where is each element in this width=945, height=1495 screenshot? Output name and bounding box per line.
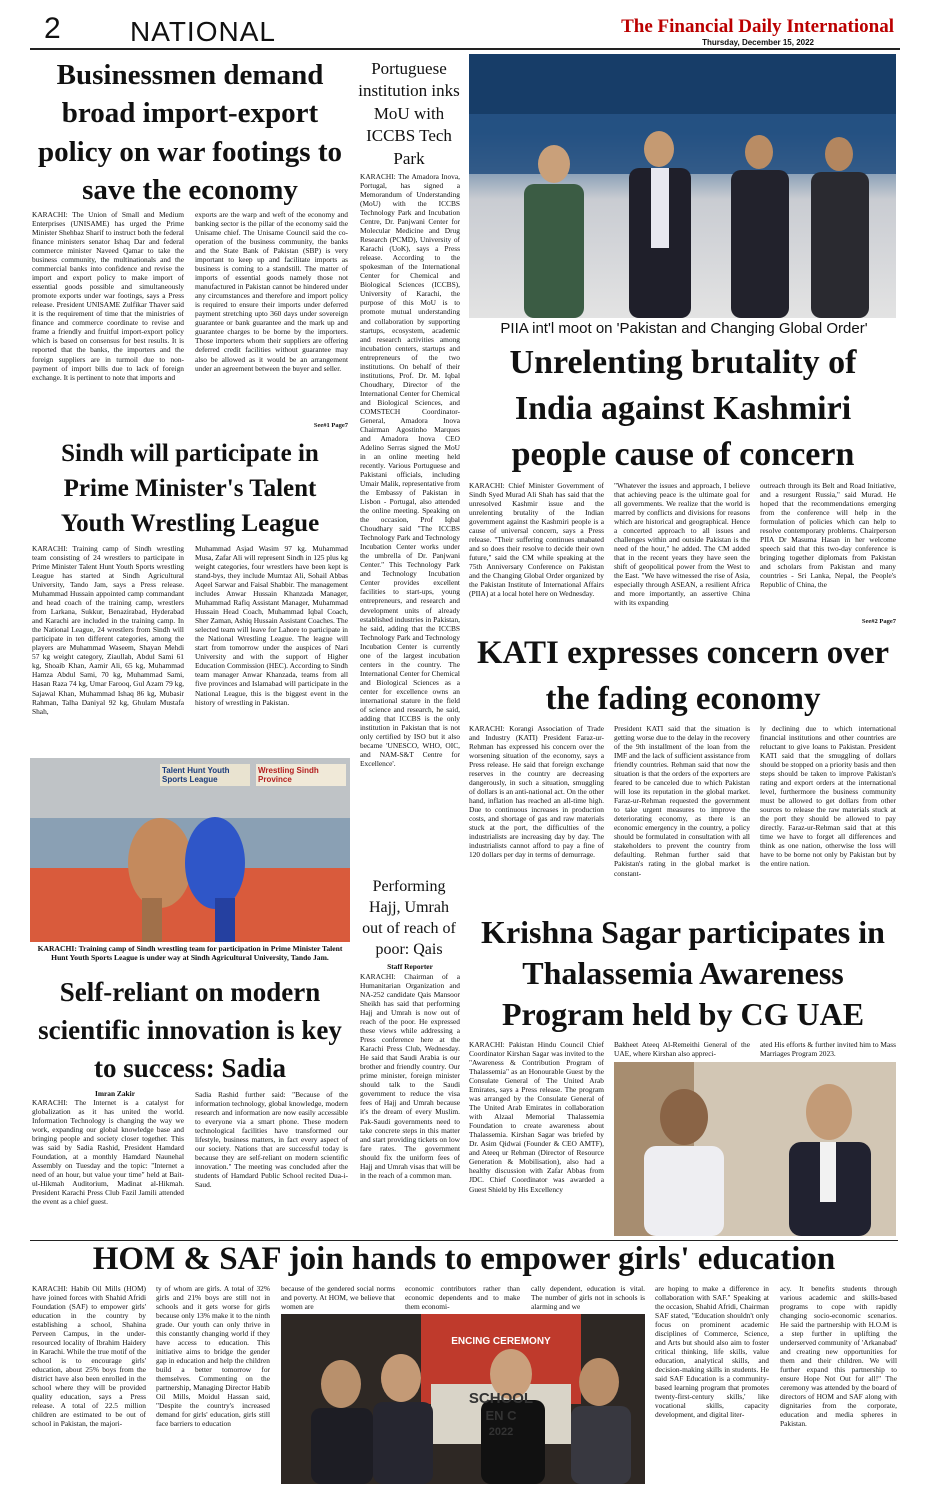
story6-headline: Performing Hajj, Umrah out of reach of poor: Qais bbox=[362, 878, 456, 959]
story3-photo-caption: PIIA int'l moot on 'Pakistan and Changing Global Order' bbox=[500, 320, 868, 337]
thalassemia-scene bbox=[614, 1062, 896, 1236]
story1-headline: Businessmen demand broad import-export policy on war footings to save the economy bbox=[38, 59, 342, 206]
story3-continued: See#2 Page7 bbox=[861, 618, 896, 625]
story9-col5: cally dependent, education is vital. The number of girls not in schools is alarming and we bbox=[531, 1284, 645, 1312]
story4-col1: KARACHI: Training camp of Sindh wrestling team consisting of 24 wrestlers to participate in Prime Minister Talent Hunt Youth Sports wrestling League has started at Sindh Agricultural University, Tando Jam, says a Press release. Muhammad Hussain appointed camp commandant and head coach of the training camp, wrestlers from Larkana, Sukkur, Benazirabad, Hyderabad and Karachi are included in the training camp. In the National League, 24 wrestlers from Sindh will participate in ten different categories, among the players are Muhammad Waseem, Shayan Mehdi 57 kg weight category, Ziaullah, Abdul Sami 61 kg, Shoaib Khan, Aamir Ali, 65 kg, Muhammad Hamza Abdul Sami, 70 kg, Muhammad Sami, Hasan Raza 74 kg, Umar Farooq, Gul Azam 79 kg, Sajawal Khan, Muhammad Ishaq 86 kg, Mubasir Rahman, Talha Daniyal 92 kg, Ghulam Mustafa Shah, bbox=[32, 544, 184, 716]
story5-headline: KATI expresses concern over the fading economy bbox=[476, 635, 890, 718]
story3-col3: outreach through its Belt and Road Initiative, and a resurgent Russia," said Murad. He hoped that the recommendations emerging from the conference will help in the formulation of policies which can help to resolve contemporary problems. Chairperson PIIA Dr Masuma Hasan in her welcome speech said that this two-day conference is bringing together diplomats from Pakistan and scholars from Pakistan and many countries - Sri Lanka, Nepal, the People's Republic of China, the bbox=[760, 481, 896, 590]
story9-col7: acy. It benefits students through various academic and skills-based programs to cope with rapidly changing socio-economic scenarios. He said the partnership with H.O.M is a step further in uplifting the underserved community of 'Arkanabad' and creating new opportunities for them and their children. We will further expand this partnership to ensure Hope Not Out for all!" The ceremony was attended by the board of directors of HOM and SAF along with dignitaries from the corporate, education and media spheres in Pakistan. bbox=[780, 1284, 897, 1429]
story9-col4: economic contributors rather than economic dependents and to make them economi- bbox=[405, 1284, 520, 1312]
thalassemia-photo bbox=[614, 1062, 896, 1236]
piia-photo-figures bbox=[469, 54, 896, 318]
story9-col2: ty of whom are girls. A total of 32% girls and 21% boys are still not in schools and it gets worse for girls because only 13% make it to the ninth grade. Our youth can only thrive in this constantly changing world if they have access to education. This initiative aims to bridge the gender gap in education and help the children build a better tomorrow for themselves. Commenting on the partnership, Managing Director Habib Oil Mills, Moidul Hassan said, "Despite the country's increased demand for girls' education, girls still face barriers to education bbox=[156, 1284, 270, 1429]
ceremony-sign-line2: EN C bbox=[485, 1408, 517, 1423]
wrestling-photo-caption: KARACHI: Training camp of Sindh wrestling team for participation in Prime Minister Talent Hunt Youth Sports League is under way at Sindh Agricultural University, Tando Jam. bbox=[37, 944, 343, 963]
story9-col1: KARACHI: Habib Oil Mills (HOM) have joined forces with Shahid Afridi Foundation (SAF) to empower girls' education in the country by establishing a school, Shahina Perveen Campus, in the under-resourced locality of Ibrahim Haidery in Karachi. While the true motif of the school is to encourage girls' education, about 25% boys from the district have also been enrolled in the school where they will be provided quality education, says a Press release. A total of 22.5 million children are estimated to be out of school in Pakistan, the majori- bbox=[32, 1284, 146, 1429]
story7-col1: KARACHI: The Internet is a catalyst for globalization as it has united the world. Information Technology is changing the way we work, expanding our global knowledge base and bringing people and society closer together. This was said by Sadia Rashid, President Hamdard Foundation, at a monthly Hamdard Naunehal Assembly on Tuesday and the topic: "Internet a need of an hour, but value your time" held at Bait-ul-Hikmah Auditorium, Madinat al-Hikmah. President Karachi Press Club Fazil Jamili attended the event as a chief guest. bbox=[32, 1098, 184, 1207]
story5-col1: KARACHI: Korangi Association of Trade and Industry (KATI) President Faraz-ur-Rehman has expressed his concern over the worsening situation of the economy, says a Press release. He said that foreign exchange reserves in the country are decreasing dangerously, in such a situation, smuggling of dollars is an anti-national act. On the other hand, inflation has reached an all-time high. Due to continuous increases in production costs, and shortage of gas and raw materials stuck at the port, the difficulties of the industrialists are increasing day by day. The industrialists cannot afford to pay a fine of 120 dollars per day in terms of demurrage. bbox=[469, 724, 604, 860]
story3-col1: KARACHI: Chief Minister Government of Sindh Syed Murad Ali Shah has said that the unresolved Kashmir issue and the unrelenting brutality of the Indian government against the Kashmiri people is a cause of universal concern, says a Press release. "Their suffering continues unabated and so does their resolve to decide their own future," said the CM while speaking at the 75th Anniversary Conference on Pakistan and the Changing Global Order organized by the Pakistan Institute of International Affairs (PIIA) at a local hotel here on Wednesday. bbox=[469, 481, 604, 599]
story2-headline: Portuguese institution inks MoU with ICCBS Tech Park bbox=[358, 59, 460, 168]
banner-wrestling-sindh: Wrestling Sindh Province bbox=[256, 764, 346, 786]
header-rule bbox=[30, 48, 900, 50]
story8-col2: Bakheet Ateeq Al-Remeithi General of the UAE, where Kirshan also appreci- bbox=[614, 1040, 750, 1059]
story5-col3: ly declining due to which international financial institutions and other countries are reluctant to give loans to Pakistan. President KATI said that the smuggling of dollars should be stopped on a priority basis and then steps should be taken to improve Pakistan's rating and export orders at the international level, furthermore the business community must be allowed to get dollars from other sources to release the raw materials stuck at the port they should be allowed to pay directly. Faraz-ur-Rehman said that at this time we have to forget all differences and think as one nation, otherwise the loss will have to be borne not only by Pakistan but by the entire nation. bbox=[760, 724, 896, 869]
story9-col6: are hoping to make a difference in collaboration with SAF." Speaking at the occasion, Shahid Afridi, Chairman SAF stated, "Education shouldn't only focus on prominent academic disciplines of Commerce, Science, and Arts but should also aim to foster critical thinking, life skills, value education, analytical skills, and decision-making skills in students. He said SAF Education is a community-based learning program that promotes twenty-first-century skills,' like vocational skills, capacity development, and digital liter- bbox=[655, 1284, 769, 1420]
story8-col3: ated His efforts & further invited him to Mass Marriages Program 2023. bbox=[760, 1040, 896, 1059]
story2-body: KARACHI: The Amadora Inova, Portugal, has signed a Memorandum of Understanding (MoU) with the ICCBS Technology Park and Incubation Centre, Dr. Panjwani Center for Molecular Medicine and Drug Research (PCMD), University of Karachi (UoK), says a Press release. According to the spokesman of the International Center for Chemical and Biological Sciences (ICCBS), University of Karachi, the purpose of this MoU is to promote mutual understanding and collaboration by supporting startups, ecosystem, academic and research activities among incubation centers, startups and entrepreneurs of the two institutions. On behalf of their institutions, Prof. Dr. M. Iqbal Choudhary, Director of the International Center for Chemical and Biological Sciences, and COMSTECH Coordinator-General, Amadora Inova Chairman Agostinho Marques and Amadora Inova CEO Adelino Serras signed the MoU in an online meeting held recently. Various Portuguese and Pakistani officials, including Umair Malik, representative from the Embassy of Pakistan in Lisbon - Portugal, also attended the online meeting. Speaking on the occasion, Prof Iqbal Choudhary said "The ICCBS Technology Park and Technology Incubation Center works under the umbrella of Dr. Panjwani Center." This Technology Park and Technology Incubation Center provides excellent facilities to start-ups, young entrepreneurs, and research and development units of already established industries in Pakistan, he said, adding that the ICCBS Technology Park and Technology Incubation Center is currently one of the largest incubation centers in the country. The International Center for Chemical and Biological Sciences as a center for excellence owns an international stature in the field of science and research, he said, adding that ICCBS is the only institution in Pakistan that is not only certified by ISO but it also became 'UNESCO, WHO, OIC, and NAM-S&T Centre for Excellence'. bbox=[360, 172, 460, 769]
story5-col2: President KATI said that the situation is getting worse due to the delay in the recovery of the 9th installment of the loan from the IMF and the lack of sufficient assistance from friendly countries. Rehman said that now the situation is that the orders of the exporters are feared to be canceled due to which Pakistan will lose its reputation in the global market. Faraz-ur-Rehman requested the government to take urgent measures to improve the deteriorating economy, as there is an economic emergency in the country, a policy should be formulated in consultation with all stakeholders to prevent the country from defaulting. Rehman further said that Pakistan's rating in the global market is constant- bbox=[614, 724, 750, 878]
story8-headline: Krishna Sagar participates in Thalassemia Awareness Program held by CG UAE bbox=[481, 914, 885, 1032]
story6-body: KARACHI: Chairman of a Humanitarian Organization and NA-252 candidate Qais Mansoor Sheikh has said that performing Hajj and Umrah is now out of reach of the poor. He expressed these views while addressing a Press conference here at the Karachi Press Club, Wednesday. He said that Saudi Arabia is our brother and friendly country. Our prime minister, foreign minister should talk to the Saudi government to reduce the visa fees of Hajj and Umrah because it's the dream of every Muslim. Pak-Saudi governments need to take concrete steps in this matter and start providing tickets on low fare rates. The government should fix the uniform fees of Hajj and Umrah visas that will be in the reach of a common man. bbox=[360, 972, 460, 1180]
hom-saf-ceremony-photo bbox=[281, 1314, 645, 1484]
story3-col2: "Whatever the issues and approach, I believe that achieving peace is the ultimate goal for all governments. We realize that the world is marred by conflicts and divisions for reasons which are historical and geographical. Hence a concerted approach to all issues and challenges within and outside Pakistan is the need of the hour," he added. The CM added that in the recent years they have seen the shift of geopolitical power from the West to the East. "We have witnessed the rise of Asia, especially through ASEAN, a resilient Africa and more importantly, an assertive China with its expanding bbox=[614, 481, 750, 608]
wrestling-photo bbox=[30, 758, 350, 942]
story6-byline: Staff Reporter bbox=[387, 962, 433, 971]
ceremony-banner-text: ENCING CEREMONY bbox=[451, 1336, 551, 1347]
story8-col1: KARACHI: Pakistan Hindu Council Chief Coordinator Kirshan Sagar was invited to the "Awareness & Contribution Program of Thalassemia" as an Honourable Guest by the Consulate General of The United Arab Emirates, says a Press release. The program was arranged by the Consulate General of The United Arab Emirates in collaboration with Alzaal Memorial Thalassemia Foundation to create awareness about Thalassemia. Kirshan Sagar was briefed by Dr. Asim Qidwai (Founder & CEO AMTF), and Ateeq ur Rehman (Director of Resource Generation & Mobilisation), also had a healthy discussion with Zafar Abbas from JDC. Chief Coordinator was awarded a Guest Shield by His Excellency bbox=[469, 1040, 604, 1194]
story7-byline: Imran Zakir bbox=[94, 1089, 136, 1098]
issue-date: Thursday, December 15, 2022 bbox=[702, 38, 814, 47]
page-number: 2 bbox=[44, 12, 61, 45]
story3-headline: Unrelenting brutality of India against Kashmiri people cause of concern bbox=[509, 344, 857, 473]
masthead: The Financial Daily International bbox=[621, 16, 894, 37]
story1-continued: See#1 Page7 bbox=[313, 422, 348, 429]
banner-talent-hunt: Talent Hunt Youth Sports League bbox=[160, 764, 250, 786]
story7-col2: Sadia Rashid further said: "Because of the information technology, global knowledge, modern research and information are now easily accessible to everyone via a smart phone. These modern technological facilities have transformed our lifestyle, business matters, in fact every aspect of our society. Nations that are successful today is because they are self-reliant on modern scientific innovation." The meeting was concluded after the students of Hamdard Public School recited Dua-i-Saud. bbox=[195, 1090, 348, 1190]
ceremony-sign-school: SCHOOL bbox=[468, 1390, 534, 1407]
section-title: NATIONAL bbox=[130, 16, 276, 47]
story1-col2: exports are the warp and weft of the economy and banking sector is the pillar of the economy said the Unisame chief. The Unisame Council said the co-operation of the business community, the banks and the State Bank of Pakistan (SBP) is very important to keep up and facilitate imports as business is coming to a standstill. The matter of imports of essential goods namely those not manufactured in Pakistan cannot be hindered under any circumstances and therefore and import policy is required to ensure their imports under deferred payment stretching upto 360 days under sovereign guarantee or bank guarantee and the mark up and guarantee charges to be borne by the importers. Those importers whom their suppliers are offering deferred credit facilities without guarantee may also be allowed as it would be an arrangement under an agreement between the buyer and seller. bbox=[195, 210, 348, 373]
story1-col1: KARACHI: The Union of Small and Medium Enterprises (UNISAME) has urged the Prime Minister Shehbaz Sharif to instruct both the federal finance ministers senator Ishaq Dar and federal commerce minister Naveed Qamar to take the business community, the multinationals and the commercial banks into confidence and revise the import and export policy to make import of essential goods possible and simultaneously promote exports under war footings, says a Press release. President UNISAME Zulfikar Thaver said it is the requirement of time that the ministries of finance and commerce coordinate to revise and frame a friendly and fruitful import-export policy which is based on consensus for best results. It is reported that the banks, the importers and the foreign suppliers are in turmoil due to non-payment of import bills due to lack of foreign exchange. It is pertinent to note that imports and bbox=[32, 210, 184, 382]
piia-conference-photo bbox=[469, 54, 896, 318]
page-header bbox=[28, 12, 918, 52]
story4-col2: Muhammad Asjad Wasim 97 kg. Muhammad Musa, Zafar Ali will represent Sindh in 125 plus kg weight categories, four wrestlers have been kept is stand-bys, they include Mumtaz Ali, Sohail Abbas Aqeel Sarwar and Faisal Shabbir. The management includes Anwar Hussain Khanzada Manager, Muhammad Rafiq Assistant Manager, Muhammad Hussain Head Coach, Muhammad Iqbal Coach, Sher Zaman, Ashiq Hussain Assistant Coaches. The selected team will leave for Lahore to participate in the National Wrestling League. The league will start from tomorrow under the auspices of Nari University and with the support of Higher Education Commission (HEC). According to Sindh team manager Anwar Khanzada, teams from all five provinces and Islamabad will participate in the National League, this is the biggest event in the history of wrestling in Pakistan. bbox=[195, 544, 348, 707]
ceremony-sign-year: 2022 bbox=[488, 1426, 514, 1438]
story9-headline: HOM & SAF join hands to empower girls' education bbox=[92, 1241, 836, 1277]
story7-headline: Self-reliant on modern scientific innovation is key to success: Sadia bbox=[38, 977, 342, 1083]
story9-col3: because of the gendered social norms and poverty. At HOM, we believe that women are bbox=[281, 1284, 395, 1312]
story4-headline: Sindh will participate in Prime Minister's Talent Youth Wrestling League bbox=[60, 440, 320, 537]
